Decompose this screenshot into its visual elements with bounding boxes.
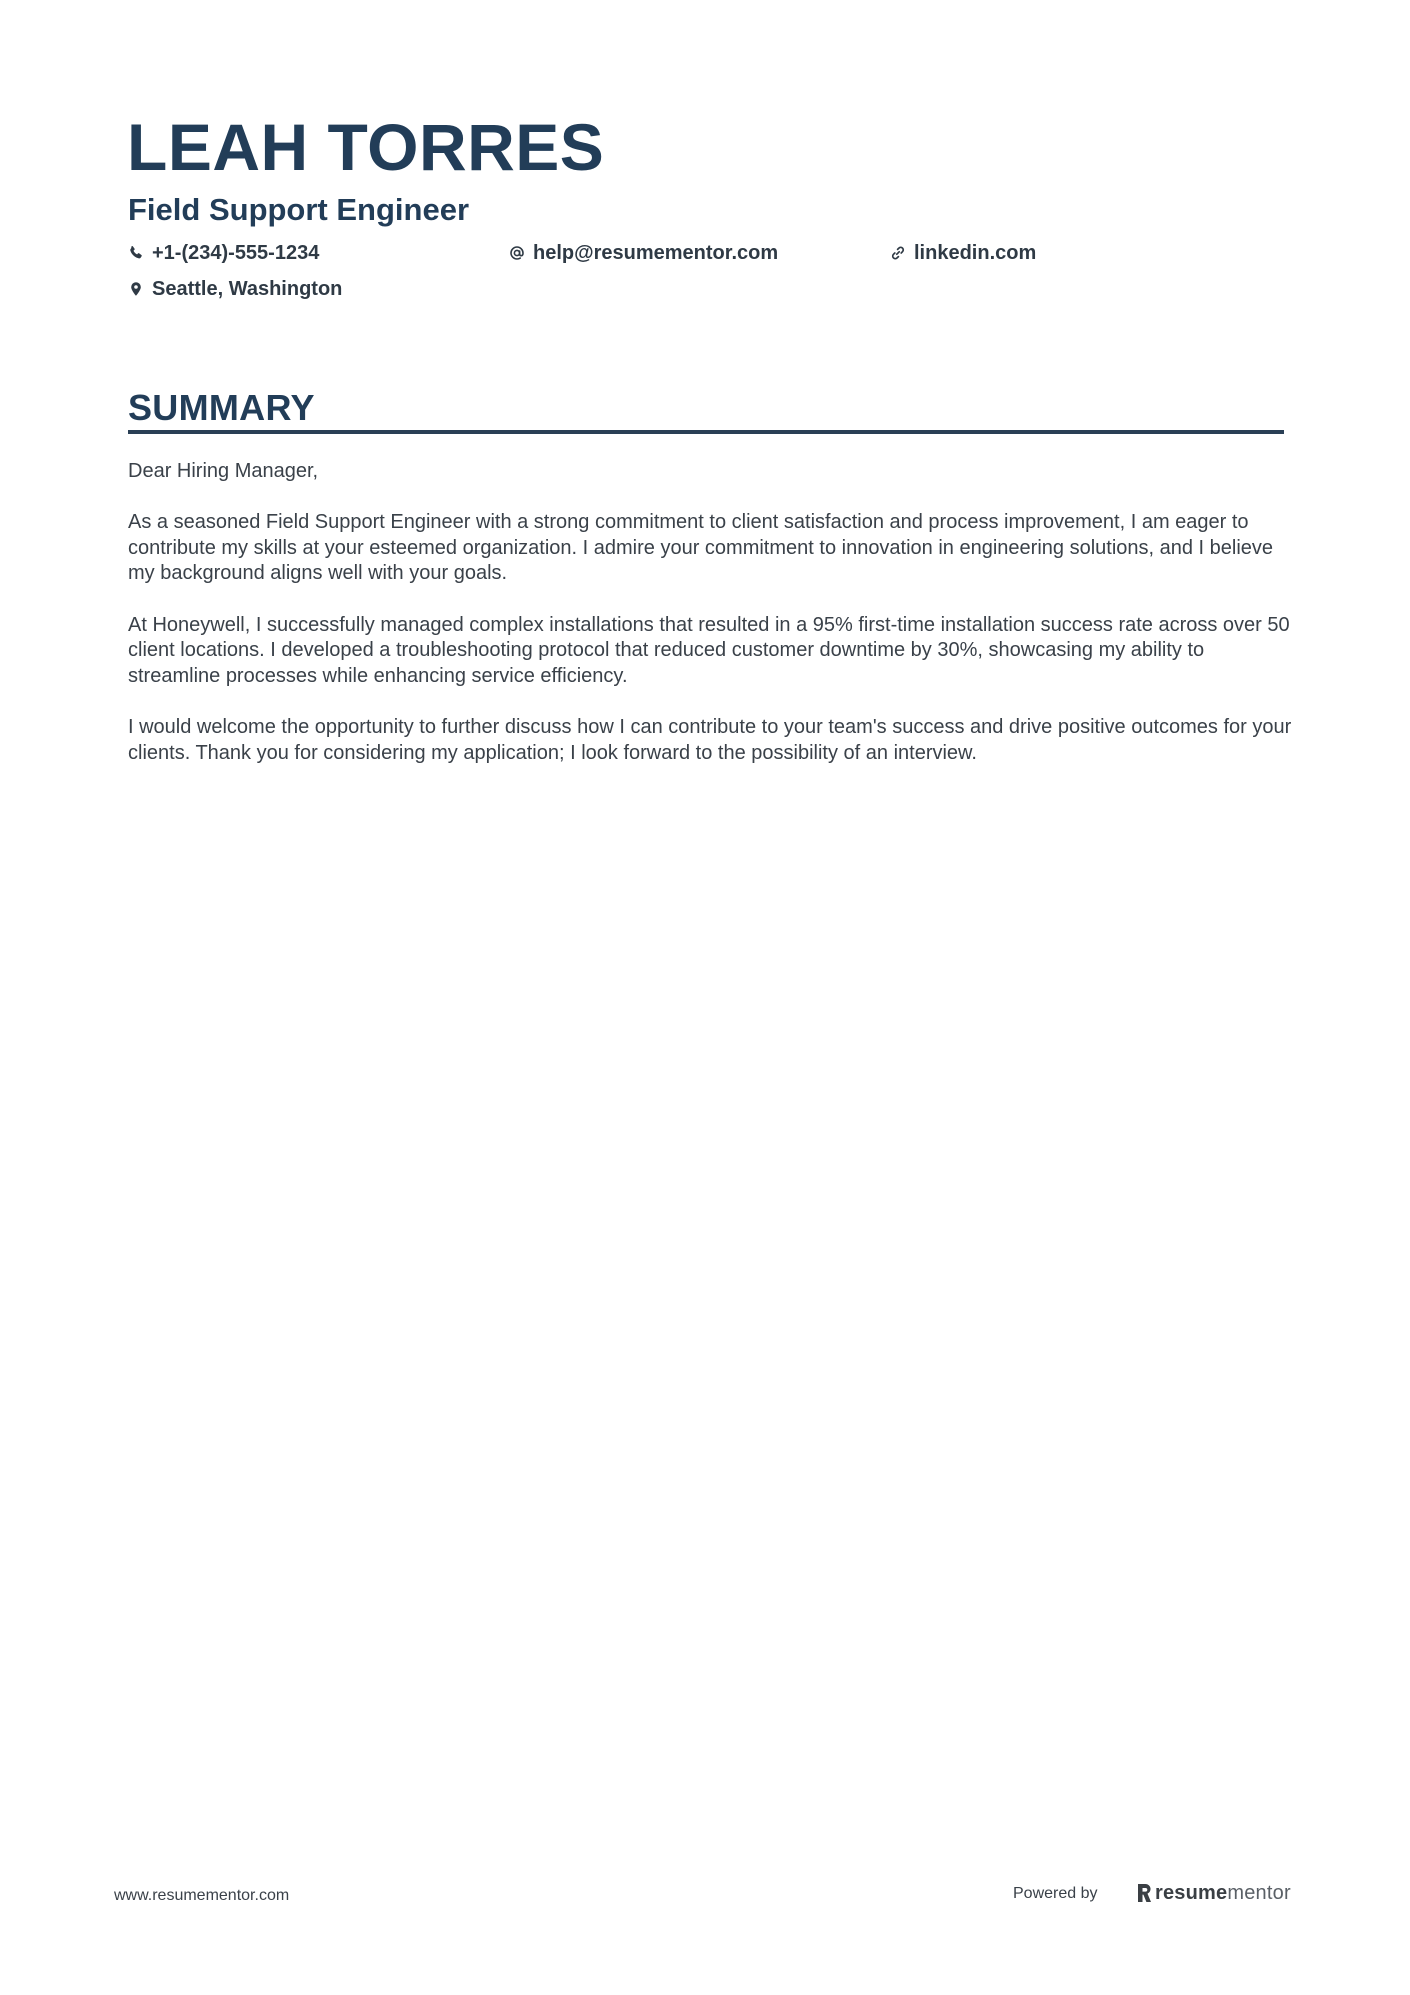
paragraph-intro: As a seasoned Field Support Engineer with a strong commitment to client satisfaction and process improvement, I am eager to contribute my skills at your esteemed organization. I admire your commitment to innovation in engineering solutions, and I believe my background aligns well with your goals. [128,511,1274,585]
contact-link [890,240,1036,266]
section-title-summary: SUMMARY [128,387,315,428]
job-title: Field Support Engineer [128,192,470,227]
summary-body [128,459,1293,792]
section-divider [128,430,1284,434]
powered-by-label: Powered by [1013,1885,1098,1902]
phone-icon [128,245,144,261]
link-text[interactable]: linkedin.com [914,242,1037,264]
footer-website[interactable]: www.resumementor.com [114,1887,290,1904]
contact-phone [128,240,319,266]
brand-wordmark-mentor: mentor [1227,1882,1291,1904]
paragraph-experience: At Honeywell, I successfully managed complex installations that resulted in a 95% first-time installation success rate across over 50 client locations. I developed a troubleshooting protocol that reduced customer downtime by 30%, showcasing my ability to streamline processes while enhancing service efficiency. [128,613,1290,687]
salutation: Dear Hiring Manager, [128,460,319,482]
paragraph-closing: I would welcome the opportunity to further discuss how I can contribute to your team's success and drive positive outcomes for your clients. Thank you for considering my application; I look forward to the possibility of an interview. [128,715,1292,764]
brand-wordmark-resume: resume [1155,1882,1228,1904]
email-text: help@resumementor.com [533,242,779,264]
resumementor-logo-icon [1136,1883,1152,1903]
location-text: Seattle, Washington [152,278,343,300]
contact-location [128,276,342,302]
brand-logo[interactable] [1136,1881,1291,1905]
map-pin-icon [128,281,144,297]
phone-text: +1-(234)-555-1234 [152,242,320,264]
link-icon [890,245,906,261]
candidate-name: LEAH TORRES [127,110,605,184]
at-icon [509,245,525,261]
brand-wordmark [1155,1881,1291,1905]
contact-email [509,240,778,266]
